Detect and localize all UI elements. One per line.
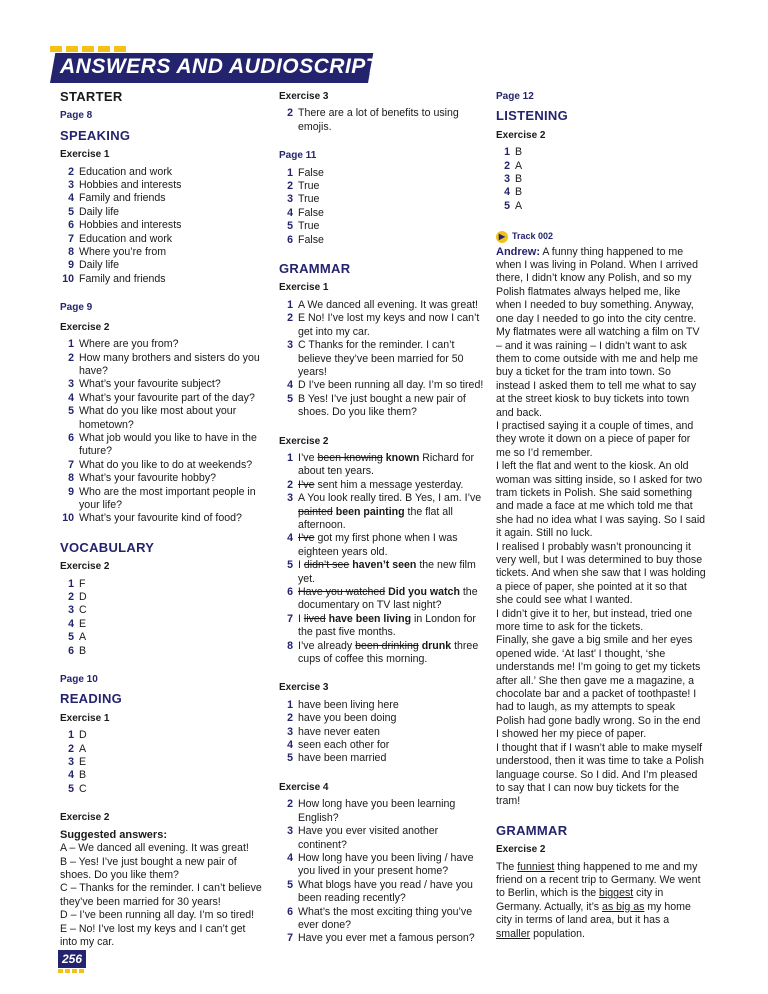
corrected-text: Did you watch (388, 586, 460, 598)
answer-list (60, 166, 265, 287)
list-item (279, 879, 484, 906)
list-item (279, 532, 484, 559)
audio-disc-icon: ▶ (496, 231, 508, 243)
item-text: D I’ve been running all day. I’m so tired! (298, 379, 484, 392)
exercise-heading: Exercise 3 (279, 682, 329, 694)
item-number: 5 (504, 199, 510, 212)
exercise-heading: Exercise 2 (279, 435, 329, 447)
corrected-text: been painting (335, 505, 405, 518)
text-part: I’ve (298, 451, 318, 464)
text-part: I (298, 559, 304, 572)
item-number: 3 (68, 378, 74, 391)
struck-text: Have you watched (298, 586, 386, 598)
column-left (60, 90, 265, 949)
answer-list (279, 107, 484, 134)
paragraph: D – I’ve been running all day. I’m so tired! (60, 909, 255, 922)
exercise-heading: Exercise 2 (60, 812, 110, 824)
item-number: 6 (68, 219, 74, 232)
item-number: 3 (287, 339, 293, 352)
speaker-name: Andrew: (496, 245, 540, 258)
item-text: A We danced all evening. It was great! (298, 298, 479, 311)
item-text: What do you like to do at weekends? (79, 458, 253, 471)
item-number: 7 (68, 458, 74, 471)
list-item (279, 312, 484, 339)
list-item (279, 613, 484, 640)
corrected-text: have been living (328, 612, 412, 625)
item-number: 5 (287, 559, 293, 572)
list-item (60, 769, 265, 782)
struck-text: painted (298, 505, 333, 518)
item-text: What blogs have you read / have you been reading recently? (298, 878, 473, 905)
answer-list (279, 167, 484, 247)
item-text: Hobbies and interests (79, 219, 182, 232)
item-text (298, 492, 484, 532)
item-text: What’s the most exciting thing you’ve ever done? (298, 905, 473, 931)
list-item (60, 783, 265, 796)
item-number: 2 (287, 180, 293, 193)
item-number: 1 (68, 577, 74, 590)
text-part: A You look really tired. B Yes, I am. I’ve (298, 492, 482, 505)
item-number: 1 (287, 451, 293, 464)
item-text: B (515, 186, 523, 199)
struck-text: didn’t see (303, 559, 350, 572)
item-text: A (79, 742, 87, 755)
item-number: 4 (68, 192, 74, 205)
item-number: 6 (68, 644, 74, 657)
list-item (279, 699, 484, 712)
list-item (279, 193, 484, 206)
suggested-answers (60, 842, 265, 949)
page-label: Page 8 (60, 110, 93, 122)
list-item (279, 234, 484, 247)
item-number: 1 (68, 338, 74, 351)
item-text: What’s your favourite part of the day? (79, 391, 255, 404)
item-text: B (79, 769, 87, 782)
item-text: E No! I’ve lost my keys and now I can’t get into my car. (298, 312, 480, 338)
list-item (279, 299, 484, 312)
item-number: 2 (287, 478, 293, 491)
banner-stripes (50, 46, 130, 52)
item-number: 2 (287, 712, 293, 725)
list-item (60, 405, 265, 432)
item-number: 1 (287, 698, 293, 711)
exercise-heading: Exercise 4 (279, 781, 329, 793)
item-text: Daily life (79, 205, 120, 218)
item-text: False (298, 166, 324, 179)
item-text: Daily life (79, 259, 120, 272)
item-number: 3 (504, 173, 510, 186)
section-grammar: GRAMMAR (496, 822, 568, 838)
item-number: 6 (68, 431, 74, 444)
text-part: Richard for about ten years. (298, 451, 475, 478)
item-text: B (515, 146, 523, 159)
paragraph: E – No! I’ve lost my keys and I can’t get into my car. (60, 922, 246, 948)
item-text: What job would you like to have in the future? (79, 431, 257, 458)
item-number: 2 (68, 165, 74, 178)
item-number: 4 (287, 739, 293, 752)
section-listening: LISTENING (496, 108, 569, 124)
struck-text: I’ve (298, 478, 315, 491)
item-text: True (298, 193, 320, 206)
item-number: 5 (287, 752, 293, 765)
suggested-answers-label: Suggested answers: (60, 828, 167, 841)
list-item (60, 645, 265, 658)
item-text: What do you like most about your hometown? (79, 405, 237, 431)
item-text: C Thanks for the reminder. I can’t believe they’ve been married for 50 years! (298, 339, 464, 378)
list-item (496, 200, 706, 213)
paragraph: I thought that if I wasn’t able to make myself understood, then it was time to take a Polish language course. So I did. And I’m pleased to say that I can now buy tickets for the tram! (496, 741, 704, 808)
list-item (60, 432, 265, 459)
list-item (279, 712, 484, 725)
item-number: 7 (68, 232, 74, 245)
audioscript-text: A funny thing happened to me when I was living in Poland. When I arrived there, I didn’t know any Polish, and so my Polish flatmates always helped me, like when I needed to buy something. Anyway, one day I needed to go into the city centre. My flatmates were all watching a film on TV – and it was raining – I didn’t want to ask them to come outside with me and help me buy a ticket for the tram into town. So instead I asked them to tell me what to say at the street kiosk to buy tickets into town and back. (496, 245, 700, 419)
list-item (279, 339, 484, 379)
item-number: 5 (68, 405, 74, 418)
list-item (279, 107, 484, 134)
audioscript-paragraph (496, 246, 706, 420)
answer-list (279, 299, 484, 420)
list-item (279, 167, 484, 180)
list-item (496, 160, 706, 173)
corrected-text: haven’t seen (352, 559, 417, 572)
item-number: 8 (68, 472, 74, 485)
list-item (60, 246, 265, 259)
text-part: sent him a message yesterday. (314, 478, 464, 491)
answer-list (60, 338, 265, 526)
item-number: 3 (68, 604, 74, 617)
item-number: 2 (68, 742, 74, 755)
item-text: have you been doing (298, 712, 397, 725)
item-number: 4 (287, 379, 293, 392)
list-item (60, 273, 265, 286)
item-text: E (79, 617, 87, 630)
item-text: Have you ever visited another continent? (298, 825, 439, 851)
list-item (60, 578, 265, 591)
item-number: 3 (68, 756, 74, 769)
item-number: 5 (68, 631, 74, 644)
item-number: 1 (287, 298, 293, 311)
item-text: Who are the most important people in your life? (79, 485, 256, 511)
item-number: 4 (287, 532, 293, 545)
exercise-heading: Exercise 3 (279, 91, 329, 102)
list-item (60, 192, 265, 205)
list-item (60, 233, 265, 246)
item-number: 10 (62, 272, 74, 285)
item-number: 9 (68, 485, 74, 498)
correction-list (279, 452, 484, 667)
paragraph: I realised I probably wasn’t pronouncing it very well, but I was determined to buy those tickets. And when she saw that I was holding a piece of paper, she pointed at it so that she could see what I wanted. (496, 540, 706, 607)
item-number: 2 (68, 591, 74, 603)
paragraph: C – Thanks for the reminder. I can’t believe they’ve been married for 30 years! (60, 882, 262, 908)
item-text: F (79, 577, 86, 590)
item-text (298, 613, 484, 640)
list-item (279, 586, 484, 613)
item-text: have never eaten (298, 725, 380, 738)
text-part: the flat all afternoon. (298, 505, 453, 531)
text-part: three cups of coffee this morning. (298, 639, 479, 666)
paragraph: I practised saying it a couple of times, and they wrote it down on a piece of paper for me so I’d remember. (496, 419, 694, 459)
item-text: have been married (298, 752, 387, 765)
underlined-answer: biggest (599, 887, 634, 900)
item-number: 3 (287, 725, 293, 738)
item-number: 3 (287, 193, 293, 206)
exercise-heading: Exercise 2 (496, 129, 546, 141)
item-text: True (298, 180, 320, 193)
item-text: Family and friends (79, 272, 166, 285)
item-text (298, 532, 484, 559)
item-text: How long have you been living / have you lived in your present home? (298, 851, 474, 878)
item-number: 1 (68, 729, 74, 742)
item-number: 8 (287, 639, 293, 652)
list-item (279, 220, 484, 233)
item-text: D (79, 729, 87, 742)
list-item (60, 591, 265, 604)
list-item (279, 180, 484, 193)
item-text: How many brothers and sisters do you have? (79, 351, 260, 377)
page-number-stripe (58, 969, 86, 973)
item-text: B (79, 644, 87, 657)
item-text: A (515, 199, 523, 212)
text-part: the documentary on TV last night? (298, 586, 478, 612)
item-text: False (298, 206, 324, 219)
item-number: 6 (287, 586, 293, 598)
list-item (279, 726, 484, 739)
underlined-answer: funniest (517, 860, 555, 873)
text-part: the new film yet. (298, 559, 476, 585)
item-text: E (79, 756, 87, 769)
list-item (279, 852, 484, 879)
list-item (279, 559, 484, 586)
list-item (60, 219, 265, 232)
item-text (298, 559, 484, 586)
paragraph: Finally, she gave a big smile and her eyes opened wide. ‘At last’ I thought, ‘she understands me! I’m going to get my tickets after all.’ She then gave me a magazine, a chocolate bar and a packet of toothpaste! I had to laugh, as my attempts to speak Polish had gone badly wrong. So in the end I showed her my piece of paper. (496, 634, 701, 741)
item-text: B (515, 173, 523, 186)
list-item (60, 392, 265, 405)
item-number: 5 (287, 220, 293, 233)
item-number: 10 (62, 512, 74, 525)
item-text: B Yes! I’ve just bought a new pair of shoes. Do you like them? (298, 392, 466, 419)
list-item (279, 932, 484, 945)
paragraph: A – We danced all evening. It was great! (60, 842, 249, 855)
item-number: 7 (287, 932, 293, 945)
item-text: Education and work (79, 165, 173, 178)
item-text: Hobbies and interests (79, 179, 182, 192)
list-item (60, 166, 265, 179)
column-middle (279, 90, 484, 946)
item-number: 1 (504, 146, 510, 159)
item-number: 6 (287, 905, 293, 918)
list-item (279, 379, 484, 392)
item-number: 5 (287, 878, 293, 891)
grammar-answer-paragraph: The funniest thing happened to me and my friend on a recent trip to Germany. We went to Berlin, which is the biggest city in Germany. Actually, it’s as big as my home city in terms of land area, but it has a smaller population. (496, 860, 701, 940)
list-item (496, 173, 706, 186)
list-item (496, 186, 706, 199)
audio-track (496, 230, 706, 243)
list-item (60, 604, 265, 617)
exercise-heading: Exercise 1 (279, 282, 329, 294)
list-item (60, 618, 265, 631)
item-number: 4 (287, 851, 293, 864)
list-item (60, 259, 265, 272)
item-text: A (79, 631, 87, 644)
item-number: 1 (287, 166, 293, 179)
section-speaking: SPEAKING (60, 127, 131, 143)
corrected-text: known (385, 451, 420, 464)
exercise-heading: Exercise 1 (60, 712, 110, 724)
page-number: 256 (58, 950, 86, 968)
list-item (496, 146, 706, 159)
list-item (60, 352, 265, 379)
list-item (60, 631, 265, 644)
page-title: ANSWERS AND AUDIOSCRIPTS (60, 55, 394, 78)
list-item (60, 206, 265, 219)
list-item (279, 479, 484, 492)
list-item (60, 743, 265, 756)
list-item (60, 338, 265, 351)
item-text: Where are you from? (79, 338, 179, 351)
item-number: 3 (68, 179, 74, 192)
list-item (279, 906, 484, 933)
item-text: What’s your favourite kind of food? (79, 512, 242, 525)
page-label: Page 11 (279, 150, 317, 162)
item-text (298, 479, 484, 492)
list-item (279, 798, 484, 825)
item-number: 3 (287, 492, 293, 505)
answer-list (279, 699, 484, 766)
list-item (279, 452, 484, 479)
track-label: Track 002 (512, 231, 554, 242)
item-text: How long have you been learning English? (298, 798, 456, 824)
item-text: What’s your favourite hobby? (79, 472, 217, 485)
list-item (279, 739, 484, 752)
item-text: A (515, 159, 523, 172)
section-starter: STARTER (60, 89, 123, 104)
item-text: False (298, 233, 324, 246)
item-text: have been living here (298, 698, 399, 711)
item-number: 5 (68, 205, 74, 218)
list-item (60, 729, 265, 742)
item-number: 9 (68, 259, 74, 272)
item-number: 8 (68, 246, 74, 259)
item-text: True (298, 220, 320, 233)
paragraph: I didn’t give it to her, but instead, tried one more time to ask for the tickets. (496, 607, 693, 634)
audioscript (496, 420, 706, 809)
column-right (496, 90, 706, 941)
item-text: Have you ever met a famous person? (298, 932, 475, 945)
item-number: 2 (68, 351, 74, 364)
list-item (60, 459, 265, 472)
underlined-answer: smaller (496, 927, 531, 940)
item-number: 4 (504, 186, 510, 199)
page-label: Page 10 (60, 674, 98, 686)
item-text: Education and work (79, 232, 173, 245)
exercise-heading: Exercise 1 (60, 149, 110, 161)
list-item (279, 207, 484, 220)
list-item (279, 492, 484, 532)
answer-list (60, 578, 265, 658)
item-number: 2 (287, 312, 293, 325)
answer-list (60, 729, 265, 796)
item-text: D (79, 591, 87, 603)
item-text: Where you’re from (79, 246, 167, 259)
item-text (298, 452, 484, 479)
list-item (60, 512, 265, 525)
list-item (60, 486, 265, 513)
answer-list (496, 146, 706, 213)
struck-text: I’ve (298, 532, 315, 545)
item-number: 2 (287, 107, 293, 120)
text-part: I (298, 612, 304, 625)
item-number: 2 (504, 159, 510, 172)
item-text (298, 586, 484, 613)
paragraph: B – Yes! I’ve just bought a new pair of shoes. Do you like them? (60, 855, 237, 881)
section-reading: READING (60, 691, 123, 707)
struck-text: been drinking (355, 639, 419, 652)
item-number: 4 (68, 391, 74, 404)
item-number: 2 (287, 798, 293, 811)
item-number: 5 (287, 392, 293, 405)
struck-text: lived (303, 612, 326, 625)
list-item (279, 393, 484, 420)
item-text: What’s your favourite subject? (79, 378, 221, 391)
item-text: C (79, 604, 87, 617)
item-number: 4 (287, 206, 293, 219)
paragraph: I left the flat and went to the kiosk. An old woman was sitting inside, so I asked for two tram tickets in Polish. She said something and made a face at me which told me that she had no idea what I was saying. So I said it again. Still no luck. (496, 460, 706, 540)
item-number: 6 (287, 233, 293, 246)
list-item (279, 752, 484, 765)
item-text: seen each other for (298, 739, 390, 752)
list-item (60, 472, 265, 485)
item-text: C (79, 782, 87, 795)
item-text: There are a lot of benefits to using emojis. (298, 107, 459, 133)
list-item (60, 179, 265, 192)
item-number: 3 (287, 825, 293, 838)
page-label: Page 9 (60, 302, 93, 314)
item-number: 7 (287, 612, 293, 625)
answer-list (279, 798, 484, 945)
text-part: got my first phone when I was eighteen years old. (298, 532, 458, 558)
page-label: Page 12 (496, 91, 534, 102)
item-number: 4 (68, 617, 74, 630)
exercise-heading: Exercise 2 (496, 844, 546, 856)
struck-text: been knowing (317, 451, 383, 464)
item-number: 4 (68, 769, 74, 782)
section-grammar: GRAMMAR (279, 261, 351, 277)
corrected-text: drunk (421, 639, 452, 652)
list-item (60, 378, 265, 391)
list-item (279, 825, 484, 852)
list-item (279, 640, 484, 667)
exercise-heading: Exercise 2 (60, 321, 110, 333)
item-number: 5 (68, 782, 74, 795)
underlined-answer: as big as (601, 900, 645, 913)
text-part: in London for the past five months. (298, 612, 476, 639)
exercise-heading: Exercise 2 (60, 561, 110, 573)
text-part: I’ve already (298, 639, 356, 652)
section-vocabulary: VOCABULARY (60, 539, 155, 555)
item-text: Family and friends (79, 192, 166, 205)
item-text (298, 640, 484, 667)
list-item (60, 756, 265, 769)
